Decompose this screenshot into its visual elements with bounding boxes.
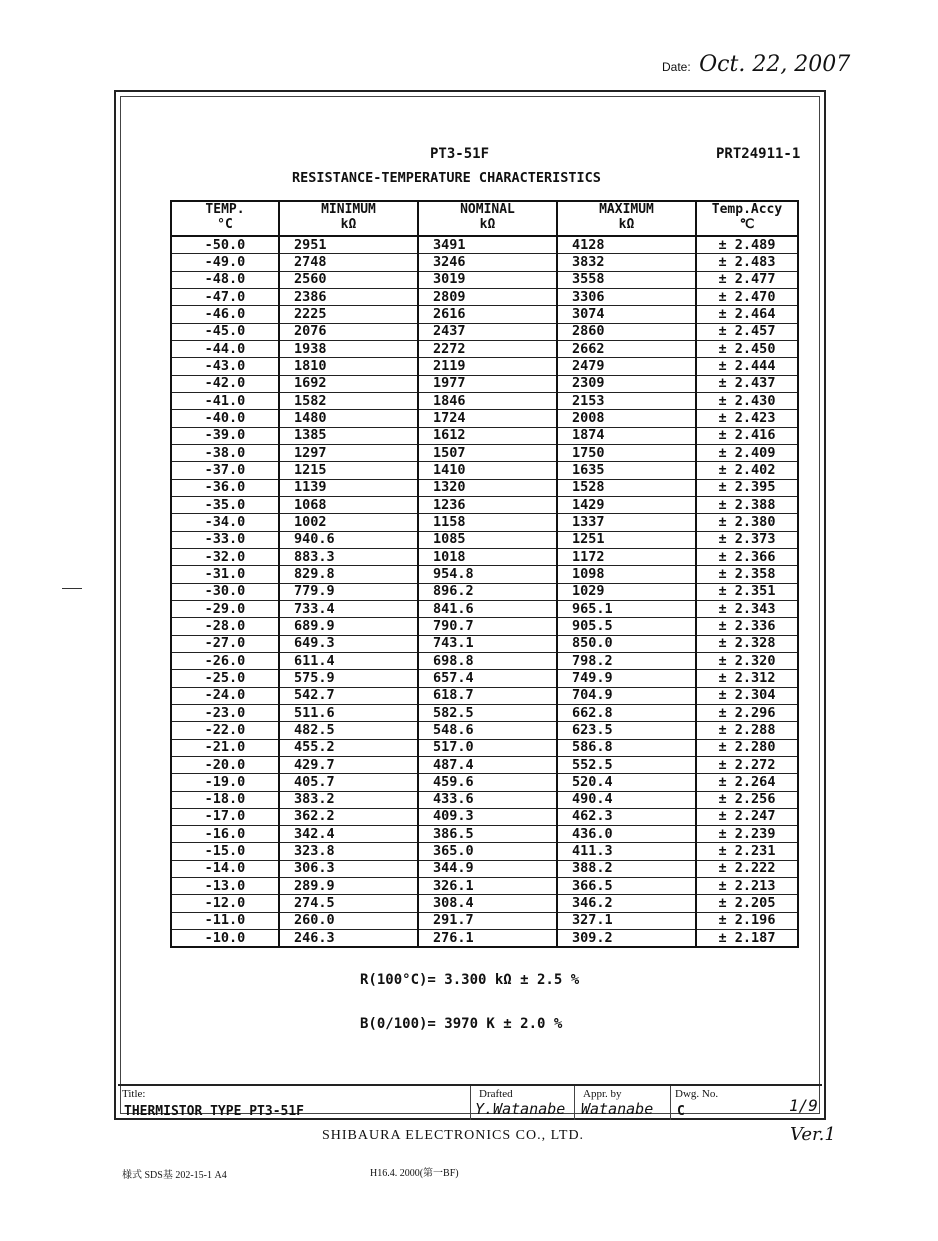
table-row xyxy=(171,895,798,912)
cell-nom: 365.0 xyxy=(418,843,557,860)
cell-accy: ± 2.205 xyxy=(696,895,798,912)
cell-min: 1480 xyxy=(279,410,418,427)
cell-temp: -42.0 xyxy=(171,375,279,392)
cell-temp: -35.0 xyxy=(171,496,279,513)
cell-max: 309.2 xyxy=(557,930,696,948)
cell-nom: 409.3 xyxy=(418,808,557,825)
cell-nom: 487.4 xyxy=(418,756,557,773)
cell-min: 383.2 xyxy=(279,791,418,808)
cell-temp: -29.0 xyxy=(171,600,279,617)
drafter-cell xyxy=(470,1086,575,1120)
cell-accy: ± 2.457 xyxy=(696,323,798,340)
header-temp-accuracy: Temp.Accy ℃ xyxy=(696,201,798,236)
cell-nom: 386.5 xyxy=(418,826,557,843)
margin-mark xyxy=(62,588,82,589)
cell-temp: -14.0 xyxy=(171,860,279,877)
cell-max: 2479 xyxy=(557,358,696,375)
cell-max: 965.1 xyxy=(557,600,696,617)
cell-nom: 433.6 xyxy=(418,791,557,808)
cell-accy: ± 2.380 xyxy=(696,514,798,531)
cell-temp: -37.0 xyxy=(171,462,279,479)
cell-temp: -49.0 xyxy=(171,254,279,271)
cell-accy: ± 2.423 xyxy=(696,410,798,427)
cell-temp: -12.0 xyxy=(171,895,279,912)
cell-nom: 698.8 xyxy=(418,652,557,669)
cell-max: 2153 xyxy=(557,392,696,409)
table-row xyxy=(171,375,798,392)
header-maximum: MAXIMUM kΩ xyxy=(557,201,696,236)
cell-accy: ± 2.222 xyxy=(696,860,798,877)
cell-min: 2560 xyxy=(279,271,418,288)
cell-accy: ± 2.187 xyxy=(696,930,798,948)
cell-temp: -16.0 xyxy=(171,826,279,843)
cell-max: 662.8 xyxy=(557,704,696,721)
cell-max: 1429 xyxy=(557,496,696,513)
cell-accy: ± 2.247 xyxy=(696,808,798,825)
cell-accy: ± 2.351 xyxy=(696,583,798,600)
table-row xyxy=(171,600,798,617)
cell-min: 2951 xyxy=(279,236,418,254)
cell-temp: -41.0 xyxy=(171,392,279,409)
cell-nom: 276.1 xyxy=(418,930,557,948)
table-row xyxy=(171,479,798,496)
cell-accy: ± 2.470 xyxy=(696,288,798,305)
cell-accy: ± 2.416 xyxy=(696,427,798,444)
approved-caption: Appr. by xyxy=(583,1088,622,1100)
cell-min: 455.2 xyxy=(279,739,418,756)
title-block xyxy=(118,1084,822,1120)
cell-temp: -46.0 xyxy=(171,306,279,323)
table-row xyxy=(171,774,798,791)
table-row xyxy=(171,323,798,340)
cell-min: 429.7 xyxy=(279,756,418,773)
cell-accy: ± 2.366 xyxy=(696,548,798,565)
table-row xyxy=(171,670,798,687)
model-name: PT3-51F xyxy=(430,146,490,162)
cell-max: 749.9 xyxy=(557,670,696,687)
cell-max: 3832 xyxy=(557,254,696,271)
title-value: THERMISTOR TYPE PT3-51F xyxy=(124,1104,305,1119)
header-nominal: NOMINAL kΩ xyxy=(418,201,557,236)
cell-max: 1172 xyxy=(557,548,696,565)
cell-max: 462.3 xyxy=(557,808,696,825)
cell-temp: -48.0 xyxy=(171,271,279,288)
cell-min: 405.7 xyxy=(279,774,418,791)
drafter-caption: Drafted xyxy=(479,1088,513,1100)
cell-temp: -13.0 xyxy=(171,878,279,895)
form-code: 様式 SDS基 202-15-1 A4 xyxy=(122,1170,227,1181)
cell-accy: ± 2.264 xyxy=(696,774,798,791)
cell-min: 779.9 xyxy=(279,583,418,600)
cell-nom: 344.9 xyxy=(418,860,557,877)
cell-temp: -15.0 xyxy=(171,843,279,860)
cell-temp: -32.0 xyxy=(171,548,279,565)
cell-min: 542.7 xyxy=(279,687,418,704)
cell-accy: ± 2.444 xyxy=(696,358,798,375)
cell-min: 246.3 xyxy=(279,930,418,948)
cell-min: 511.6 xyxy=(279,704,418,721)
cell-min: 1297 xyxy=(279,444,418,461)
cell-nom: 308.4 xyxy=(418,895,557,912)
cell-min: 1068 xyxy=(279,496,418,513)
cell-max: 490.4 xyxy=(557,791,696,808)
cell-nom: 1507 xyxy=(418,444,557,461)
cell-temp: -40.0 xyxy=(171,410,279,427)
cell-min: 306.3 xyxy=(279,860,418,877)
cell-max: 411.3 xyxy=(557,843,696,860)
cell-max: 2860 xyxy=(557,323,696,340)
cell-accy: ± 2.437 xyxy=(696,375,798,392)
cell-max: 388.2 xyxy=(557,860,696,877)
cell-temp: -17.0 xyxy=(171,808,279,825)
cell-max: 1528 xyxy=(557,479,696,496)
cell-min: 2225 xyxy=(279,306,418,323)
b-value-formula: B(0/100)= 3970 K ± 2.0 % xyxy=(360,1016,563,1032)
cell-nom: 1085 xyxy=(418,531,557,548)
document-title: RESISTANCE-TEMPERATURE CHARACTERISTICS xyxy=(292,170,601,186)
cell-temp: -25.0 xyxy=(171,670,279,687)
cell-min: 482.5 xyxy=(279,722,418,739)
cell-max: 3074 xyxy=(557,306,696,323)
table-row xyxy=(171,808,798,825)
table-row xyxy=(171,843,798,860)
cell-min: 2076 xyxy=(279,323,418,340)
cell-max: 2008 xyxy=(557,410,696,427)
cell-temp: -36.0 xyxy=(171,479,279,496)
cell-min: 1582 xyxy=(279,392,418,409)
cell-nom: 618.7 xyxy=(418,687,557,704)
cell-temp: -27.0 xyxy=(171,635,279,652)
table-row xyxy=(171,687,798,704)
cell-temp: -47.0 xyxy=(171,288,279,305)
table-row xyxy=(171,826,798,843)
cell-max: 798.2 xyxy=(557,652,696,669)
table-row xyxy=(171,392,798,409)
table-row xyxy=(171,462,798,479)
cell-min: 2386 xyxy=(279,288,418,305)
table-row xyxy=(171,878,798,895)
cell-nom: 954.8 xyxy=(418,566,557,583)
header-temp: TEMP. °C xyxy=(171,201,279,236)
table-row xyxy=(171,340,798,357)
cell-temp: -24.0 xyxy=(171,687,279,704)
cell-accy: ± 2.430 xyxy=(696,392,798,409)
document-number: PRT24911-1 xyxy=(716,146,801,162)
cell-min: 1692 xyxy=(279,375,418,392)
cell-nom: 1612 xyxy=(418,427,557,444)
cell-temp: -39.0 xyxy=(171,427,279,444)
cell-nom: 1018 xyxy=(418,548,557,565)
table-row xyxy=(171,548,798,565)
cell-min: 1938 xyxy=(279,340,418,357)
cell-min: 2748 xyxy=(279,254,418,271)
date-label: Date: xyxy=(662,60,691,74)
cell-min: 289.9 xyxy=(279,878,418,895)
cell-accy: ± 2.312 xyxy=(696,670,798,687)
cell-accy: ± 2.388 xyxy=(696,496,798,513)
approved-signature: Watanabe xyxy=(581,1100,654,1118)
cell-accy: ± 2.358 xyxy=(696,566,798,583)
cell-nom: 1724 xyxy=(418,410,557,427)
cell-accy: ± 2.343 xyxy=(696,600,798,617)
cell-min: 829.8 xyxy=(279,566,418,583)
cell-min: 649.3 xyxy=(279,635,418,652)
table-row xyxy=(171,860,798,877)
cell-accy: ± 2.239 xyxy=(696,826,798,843)
cell-min: 1215 xyxy=(279,462,418,479)
version-label: Ver.1 xyxy=(790,1124,836,1145)
cell-accy: ± 2.320 xyxy=(696,652,798,669)
cell-accy: ± 2.328 xyxy=(696,635,798,652)
cell-max: 346.2 xyxy=(557,895,696,912)
cell-min: 689.9 xyxy=(279,618,418,635)
cell-nom: 2272 xyxy=(418,340,557,357)
dwg-value: C xyxy=(677,1104,685,1119)
cell-accy: ± 2.477 xyxy=(696,271,798,288)
cell-nom: 3491 xyxy=(418,236,557,254)
cell-temp: -18.0 xyxy=(171,791,279,808)
table-row xyxy=(171,288,798,305)
cell-max: 1635 xyxy=(557,462,696,479)
cell-max: 2309 xyxy=(557,375,696,392)
table-row xyxy=(171,635,798,652)
cell-max: 1098 xyxy=(557,566,696,583)
cell-max: 623.5 xyxy=(557,722,696,739)
cell-accy: ± 2.336 xyxy=(696,618,798,635)
cell-temp: -30.0 xyxy=(171,583,279,600)
table-row xyxy=(171,254,798,271)
cell-max: 552.5 xyxy=(557,756,696,773)
cell-temp: -26.0 xyxy=(171,652,279,669)
cell-temp: -33.0 xyxy=(171,531,279,548)
cell-temp: -11.0 xyxy=(171,912,279,929)
cell-min: 260.0 xyxy=(279,912,418,929)
cell-accy: ± 2.373 xyxy=(696,531,798,548)
cell-temp: -34.0 xyxy=(171,514,279,531)
cell-temp: -23.0 xyxy=(171,704,279,721)
cell-temp: -38.0 xyxy=(171,444,279,461)
cell-min: 1002 xyxy=(279,514,418,531)
cell-accy: ± 2.409 xyxy=(696,444,798,461)
cell-nom: 1236 xyxy=(418,496,557,513)
cell-temp: -44.0 xyxy=(171,340,279,357)
table-row xyxy=(171,722,798,739)
title-cell xyxy=(118,1086,468,1120)
cell-nom: 459.6 xyxy=(418,774,557,791)
table-row xyxy=(171,618,798,635)
cell-max: 704.9 xyxy=(557,687,696,704)
table-row xyxy=(171,912,798,929)
cell-min: 611.4 xyxy=(279,652,418,669)
company-name: SHIBAURA ELECTRONICS CO., LTD. xyxy=(322,1128,585,1143)
table-row xyxy=(171,514,798,531)
cell-temp: -10.0 xyxy=(171,930,279,948)
cell-accy: ± 2.483 xyxy=(696,254,798,271)
table-row xyxy=(171,756,798,773)
cell-nom: 1158 xyxy=(418,514,557,531)
table-row xyxy=(171,358,798,375)
table-row xyxy=(171,306,798,323)
cell-max: 850.0 xyxy=(557,635,696,652)
cell-accy: ± 2.450 xyxy=(696,340,798,357)
cell-temp: -22.0 xyxy=(171,722,279,739)
cell-nom: 326.1 xyxy=(418,878,557,895)
cell-accy: ± 2.288 xyxy=(696,722,798,739)
cell-nom: 1410 xyxy=(418,462,557,479)
cell-nom: 2809 xyxy=(418,288,557,305)
cell-max: 436.0 xyxy=(557,826,696,843)
cell-temp: -19.0 xyxy=(171,774,279,791)
cell-min: 883.3 xyxy=(279,548,418,565)
cell-max: 520.4 xyxy=(557,774,696,791)
cell-accy: ± 2.256 xyxy=(696,791,798,808)
cell-max: 327.1 xyxy=(557,912,696,929)
cell-accy: ± 2.231 xyxy=(696,843,798,860)
header-minimum: MINIMUM kΩ xyxy=(279,201,418,236)
cell-accy: ± 2.464 xyxy=(696,306,798,323)
cell-min: 342.4 xyxy=(279,826,418,843)
table-row xyxy=(171,236,798,254)
date-value: Oct. 22, 2007 xyxy=(699,52,851,77)
cell-nom: 2119 xyxy=(418,358,557,375)
cell-max: 3306 xyxy=(557,288,696,305)
cell-nom: 548.6 xyxy=(418,722,557,739)
cell-nom: 2616 xyxy=(418,306,557,323)
cell-max: 3558 xyxy=(557,271,696,288)
cell-nom: 2437 xyxy=(418,323,557,340)
table-row xyxy=(171,271,798,288)
cell-nom: 790.7 xyxy=(418,618,557,635)
cell-accy: ± 2.213 xyxy=(696,878,798,895)
cell-nom: 3246 xyxy=(418,254,557,271)
cell-nom: 743.1 xyxy=(418,635,557,652)
cell-nom: 1977 xyxy=(418,375,557,392)
cell-max: 2662 xyxy=(557,340,696,357)
table-row xyxy=(171,791,798,808)
cell-temp: -31.0 xyxy=(171,566,279,583)
approved-cell xyxy=(574,1086,669,1120)
cell-accy: ± 2.402 xyxy=(696,462,798,479)
cell-max: 1874 xyxy=(557,427,696,444)
table-row xyxy=(171,427,798,444)
cell-nom: 896.2 xyxy=(418,583,557,600)
date-stamp xyxy=(662,52,850,77)
cell-max: 905.5 xyxy=(557,618,696,635)
cell-min: 940.6 xyxy=(279,531,418,548)
cell-temp: -21.0 xyxy=(171,739,279,756)
print-code: H16.4. 2000(第一BF) xyxy=(370,1168,459,1179)
cell-min: 323.8 xyxy=(279,843,418,860)
table-row xyxy=(171,583,798,600)
r100-formula: R(100°C)= 3.300 kΩ ± 2.5 % xyxy=(360,972,580,988)
table-row xyxy=(171,566,798,583)
cell-nom: 3019 xyxy=(418,271,557,288)
cell-temp: -45.0 xyxy=(171,323,279,340)
cell-max: 4128 xyxy=(557,236,696,254)
table-row xyxy=(171,704,798,721)
cell-accy: ± 2.280 xyxy=(696,739,798,756)
cell-min: 733.4 xyxy=(279,600,418,617)
table-row xyxy=(171,652,798,669)
title-caption: Title: xyxy=(122,1088,146,1100)
cell-min: 362.2 xyxy=(279,808,418,825)
table-row xyxy=(171,444,798,461)
cell-nom: 517.0 xyxy=(418,739,557,756)
cell-min: 1385 xyxy=(279,427,418,444)
cell-min: 1139 xyxy=(279,479,418,496)
cell-max: 1251 xyxy=(557,531,696,548)
table-row xyxy=(171,739,798,756)
cell-accy: ± 2.489 xyxy=(696,236,798,254)
table-header-row xyxy=(171,201,798,236)
cell-temp: -28.0 xyxy=(171,618,279,635)
cell-temp: -20.0 xyxy=(171,756,279,773)
resistance-table xyxy=(170,200,799,948)
cell-min: 274.5 xyxy=(279,895,418,912)
cell-max: 1029 xyxy=(557,583,696,600)
cell-nom: 841.6 xyxy=(418,600,557,617)
cell-nom: 657.4 xyxy=(418,670,557,687)
cell-max: 586.8 xyxy=(557,739,696,756)
dwg-caption: Dwg. No. xyxy=(675,1088,719,1100)
cell-max: 366.5 xyxy=(557,878,696,895)
cell-nom: 291.7 xyxy=(418,912,557,929)
table-body xyxy=(171,236,798,947)
sheet-number: 1/9 xyxy=(789,1096,818,1115)
table-row xyxy=(171,410,798,427)
cell-nom: 582.5 xyxy=(418,704,557,721)
cell-accy: ± 2.304 xyxy=(696,687,798,704)
table-row xyxy=(171,930,798,948)
cell-min: 575.9 xyxy=(279,670,418,687)
table-row xyxy=(171,531,798,548)
drawing-number-cell xyxy=(670,1086,823,1120)
cell-accy: ± 2.296 xyxy=(696,704,798,721)
table-row xyxy=(171,496,798,513)
cell-temp: -43.0 xyxy=(171,358,279,375)
cell-nom: 1320 xyxy=(418,479,557,496)
cell-min: 1810 xyxy=(279,358,418,375)
cell-accy: ± 2.395 xyxy=(696,479,798,496)
drafter-signature: Y.Watanabe xyxy=(475,1100,566,1118)
cell-max: 1337 xyxy=(557,514,696,531)
cell-accy: ± 2.272 xyxy=(696,756,798,773)
cell-accy: ± 2.196 xyxy=(696,912,798,929)
cell-temp: -50.0 xyxy=(171,236,279,254)
cell-max: 1750 xyxy=(557,444,696,461)
cell-nom: 1846 xyxy=(418,392,557,409)
